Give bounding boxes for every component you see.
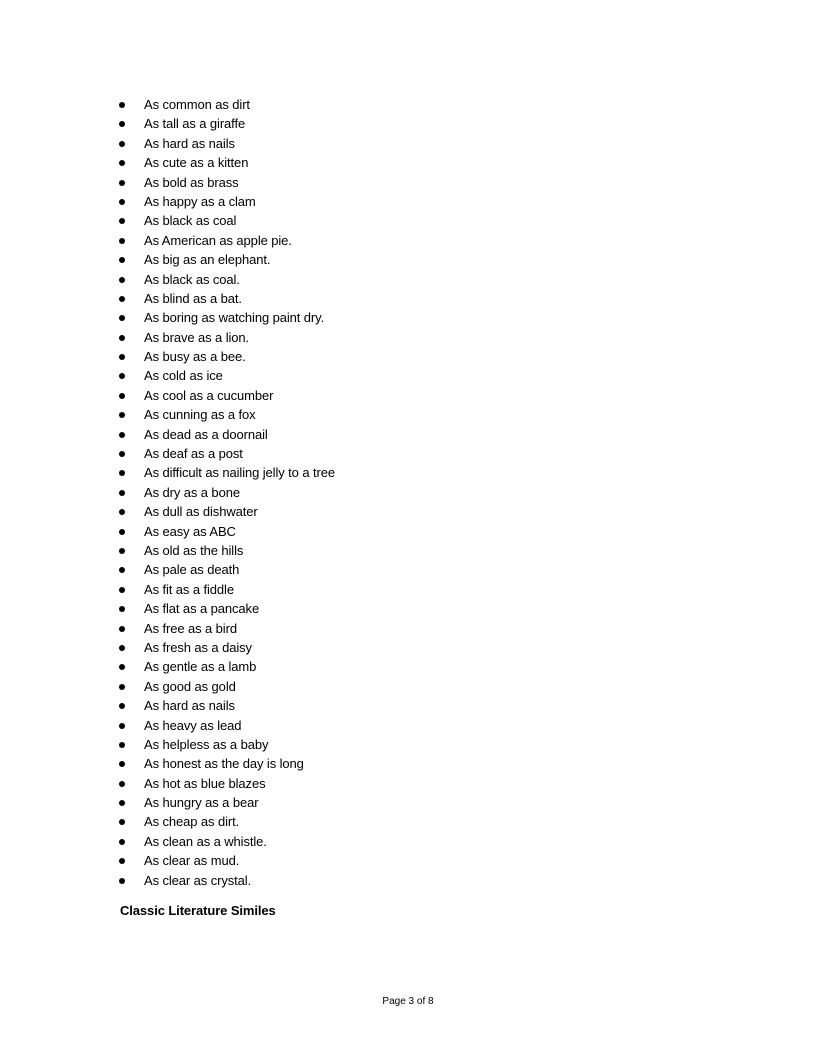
- bullet-icon: [119, 238, 125, 244]
- simile-text: As hard as nails: [144, 135, 235, 151]
- simile-text: As big as an elephant.: [144, 252, 271, 268]
- simile-text: As hungry as a bear: [144, 795, 259, 811]
- bullet-icon: [119, 257, 125, 263]
- bullet-icon: [119, 218, 125, 224]
- simile-text: As brave as a lion.: [144, 329, 250, 345]
- simile-text: As pale as death: [144, 562, 240, 578]
- simile-text: As dead as a doornail: [144, 426, 268, 442]
- simile-text: As black as coal.: [144, 271, 240, 287]
- simile-text: As cute as a kitten: [144, 155, 249, 171]
- simile-text: As dull as dishwater: [144, 504, 258, 520]
- bullet-icon: [119, 277, 125, 283]
- simile-text: As cheap as dirt.: [144, 814, 240, 830]
- bullet-icon: [119, 393, 125, 399]
- simile-text: As fit as a fiddle: [144, 581, 234, 597]
- simile-text: As clear as crystal.: [144, 872, 252, 888]
- bullet-icon: [119, 509, 125, 515]
- simile-text: As dry as a bone: [144, 484, 240, 500]
- bullet-icon: [119, 723, 125, 729]
- bullet-icon: [119, 626, 125, 632]
- bullet-icon: [119, 606, 125, 612]
- bullet-icon: [119, 781, 125, 787]
- simile-text: As helpless as a baby: [144, 736, 269, 752]
- simile-text: As blind as a bat.: [144, 290, 242, 306]
- bullet-icon: [119, 121, 125, 127]
- simile-text: As busy as a bee.: [144, 349, 246, 365]
- page-number: Page 3 of 8: [382, 996, 434, 1007]
- bullet-icon: [119, 645, 125, 651]
- simile-text: As cool as a cucumber: [144, 387, 274, 403]
- bullet-icon: [119, 412, 125, 418]
- bullet-icon: [119, 160, 125, 166]
- bullet-icon: [119, 800, 125, 806]
- bullet-icon: [119, 102, 125, 108]
- bullet-icon: [119, 664, 125, 670]
- simile-text: As gentle as a lamb: [144, 659, 257, 675]
- simile-text: As common as dirt: [144, 97, 250, 112]
- bullet-icon: [119, 451, 125, 457]
- simile-text: As tall as a giraffe: [144, 116, 246, 132]
- bullet-icon: [119, 684, 125, 690]
- bullet-icon: [119, 470, 125, 476]
- simile-text: As hard as nails: [144, 698, 235, 714]
- simile-text: As black as coal: [144, 213, 237, 229]
- simile-text: As heavy as lead: [144, 717, 242, 733]
- simile-text: As difficult as nailing jelly to a tree: [144, 465, 335, 481]
- simile-text: As cunning as a fox: [144, 407, 256, 423]
- simile-text: As honest as the day is long: [144, 756, 304, 772]
- simile-text: As boring as watching paint dry.: [144, 310, 325, 326]
- simile-text: As easy as ABC: [144, 523, 236, 539]
- bullet-icon: [119, 315, 125, 321]
- simile-text: As old as the hills: [144, 542, 244, 558]
- bullet-icon: [119, 761, 125, 767]
- bullet-icon: [119, 432, 125, 438]
- simile-text: As hot as blue blazes: [144, 775, 266, 791]
- simile-text: As deaf as a post: [144, 446, 243, 462]
- bullet-icon: [119, 529, 125, 535]
- bullet-icon: [119, 878, 125, 884]
- bullet-icon: [119, 839, 125, 845]
- bullet-icon: [119, 548, 125, 554]
- simile-text: As good as gold: [144, 678, 236, 694]
- bullet-icon: [119, 354, 125, 360]
- simile-text: As clean as a whistle.: [144, 833, 267, 849]
- bullet-icon: [119, 180, 125, 186]
- bullet-icon: [119, 296, 125, 302]
- bullet-icon: [119, 858, 125, 864]
- bullet-icon: [119, 199, 125, 205]
- simile-text: As American as apple pie.: [144, 232, 292, 248]
- simile-text: As fresh as a daisy: [144, 639, 252, 655]
- bullet-icon: [119, 703, 125, 709]
- bullet-icon: [119, 141, 125, 147]
- bullet-icon: [119, 587, 125, 593]
- bullet-icon: [119, 490, 125, 496]
- simile-text: As clear as mud.: [144, 853, 240, 869]
- bullet-icon: [119, 373, 125, 379]
- bullet-icon: [119, 335, 125, 341]
- simile-text: As bold as brass: [144, 174, 239, 190]
- section-heading: Classic Literature Similes: [120, 903, 276, 918]
- simile-text: As flat as a pancake: [144, 601, 260, 617]
- bullet-icon: [119, 819, 125, 825]
- bullet-icon: [119, 742, 125, 748]
- simile-text: As free as a bird: [144, 620, 237, 636]
- simile-text: As happy as a clam: [144, 193, 256, 209]
- simile-text: As cold as ice: [144, 368, 223, 384]
- bullet-icon: [119, 567, 125, 573]
